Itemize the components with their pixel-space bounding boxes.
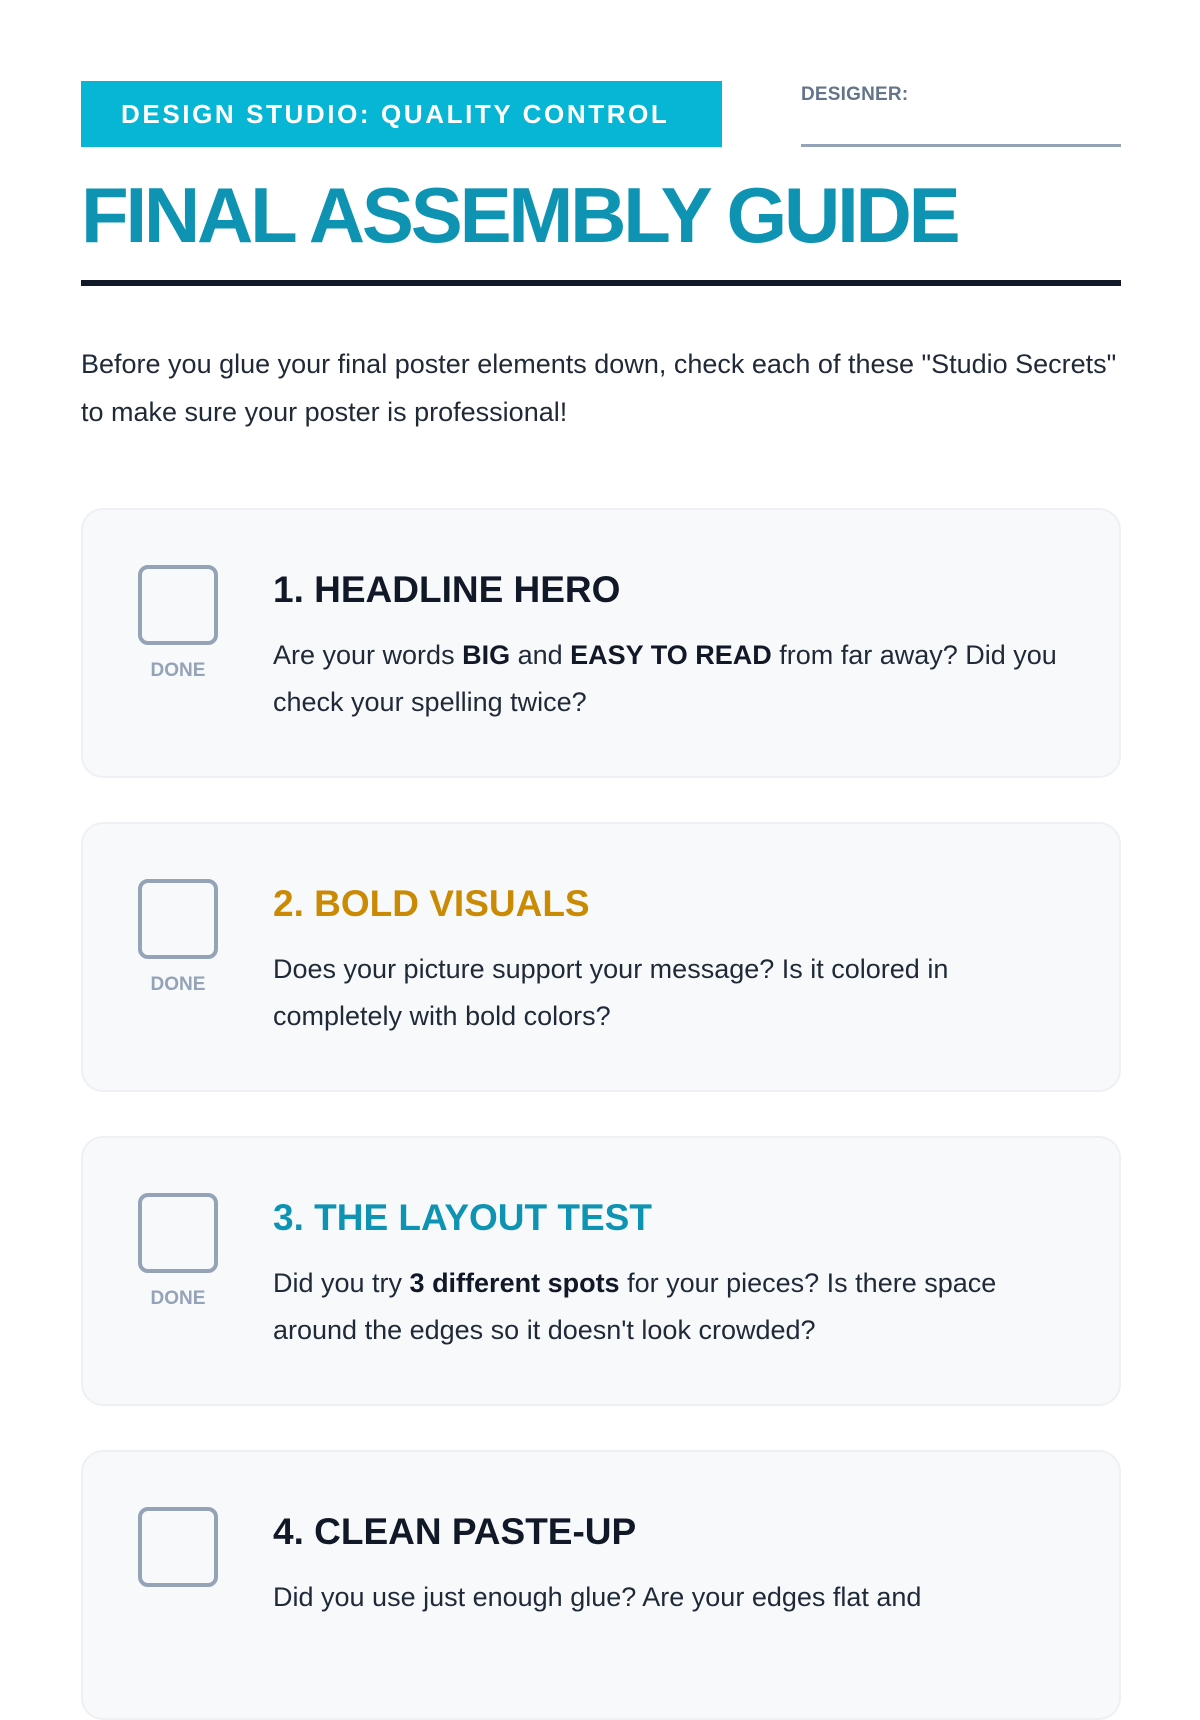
text-segment: from far away? Did you check your spelling twice? [273, 640, 1057, 717]
done-checkbox[interactable] [138, 565, 218, 645]
studio-badge: DESIGN STUDIO: QUALITY CONTROL [81, 81, 722, 147]
checklist-item-text [273, 632, 1073, 726]
text-segment: Did you try [273, 1268, 410, 1298]
text-segment: and [510, 640, 571, 670]
page-title: FINAL ASSEMBLY GUIDE [81, 171, 958, 259]
checklist-item-title: 4. CLEAN PASTE-UP [273, 1511, 637, 1552]
emphasis-big: BIG [462, 640, 511, 670]
text-segment: Are your words [273, 640, 463, 670]
header-row [81, 81, 1121, 147]
title-divider [81, 280, 1121, 286]
done-checkbox[interactable] [138, 879, 218, 959]
text-segment: for your pieces? Is there space around the edges so it doesn't look crowded? [273, 1268, 997, 1345]
done-label: DONE [150, 660, 206, 681]
checklist-item-clean-paste-up [81, 1450, 1121, 1720]
done-label: DONE [150, 974, 206, 995]
checklist-item-text [273, 1260, 1073, 1354]
emphasis-easy-to-read: EASY TO READ [570, 640, 772, 670]
done-checkbox[interactable] [138, 1507, 218, 1587]
checklist-item-text: Did you use just enough glue? Are your edges flat and [273, 1582, 922, 1612]
designer-label: DESIGNER: [801, 84, 909, 105]
checklist-item-title: 3. THE LAYOUT TEST [273, 1197, 652, 1238]
done-checkbox[interactable] [138, 1193, 218, 1273]
checklist-item-text: Does your picture support your message? Is it colored in completely with bold colors? [273, 954, 949, 1031]
designer-name-field[interactable] [801, 81, 1121, 147]
done-label: DONE [150, 1288, 206, 1309]
checklist-item-layout-test [81, 1136, 1121, 1406]
checklist-item-title: 2. BOLD VISUALS [273, 883, 590, 924]
checklist-item-title: 1. HEADLINE HERO [273, 569, 621, 610]
checklist-item-headline-hero [81, 508, 1121, 778]
intro-paragraph: Before you glue your final poster elements down, check each of these "Studio Secrets" to make sure your poster is professional! [81, 349, 1117, 427]
emphasis-3-different-spots: 3 different spots [409, 1268, 620, 1298]
checklist-item-bold-visuals [81, 822, 1121, 1092]
